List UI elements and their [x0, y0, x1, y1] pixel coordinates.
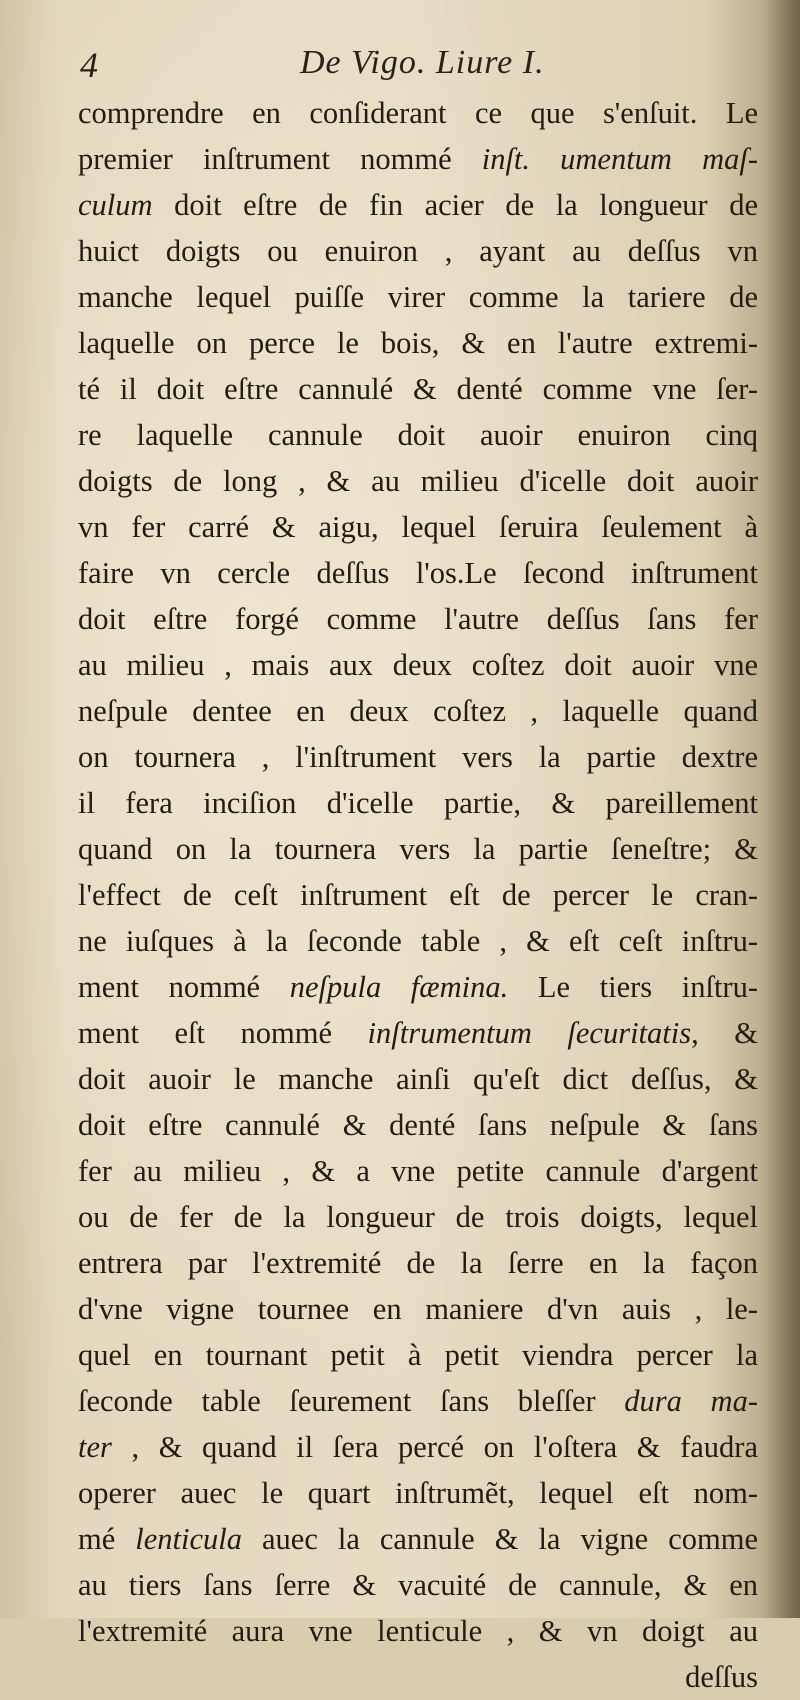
- text-segment: laquelle on perce le bois, & en l'autre extremi-: [78, 326, 758, 360]
- italic-text: ter: [78, 1430, 112, 1464]
- text-line: [78, 688, 758, 734]
- text-segment: doit eſtre cannulé & denté ſans neſpule & ſans: [78, 1108, 758, 1142]
- catchword: deſſus: [685, 1660, 758, 1694]
- page-edge-shadow: [760, 0, 800, 1618]
- text-line: [78, 596, 758, 642]
- text-line: [78, 1056, 758, 1102]
- text-segment: comprendre en conſiderant ce que s'enſuit. Le: [78, 96, 758, 130]
- text-line: [78, 1010, 758, 1056]
- text-segment: l'effect de ceſt inſtrument eſt de percer le cran-: [78, 878, 758, 912]
- text-segment: ment eſt nommé: [78, 1016, 368, 1050]
- text-segment: ment nommé: [78, 970, 290, 1004]
- text-segment: on tournera , l'inſtrument vers la partie dextre: [78, 740, 758, 774]
- italic-text: neſpula fæmina.: [289, 970, 509, 1004]
- italic-text: dura ma-: [624, 1384, 758, 1418]
- text-line: [78, 642, 758, 688]
- text-segment: Le tiers inſtru-: [508, 970, 758, 1004]
- text-segment: ne iuſques à la ſeconde table , & eſt ceſt inſtru-: [78, 924, 758, 958]
- text-segment: re laquelle cannule doit auoir enuiron cinq: [78, 418, 758, 452]
- text-segment: ou de fer de la longueur de trois doigts, lequel: [78, 1200, 758, 1234]
- text-line: [78, 872, 758, 918]
- text-segment: manche lequel puiſſe virer comme la tariere de: [78, 280, 758, 314]
- text-line: [78, 504, 758, 550]
- text-line: [78, 1332, 758, 1378]
- text-line: [78, 1148, 758, 1194]
- text-line: [78, 1562, 758, 1608]
- text-segment: doigts de long , & au milieu d'icelle doit auoir: [78, 464, 758, 498]
- text-segment: , & quand il ſera percé on l'oſtera & faudra: [111, 1430, 758, 1464]
- text-segment: entrera par l'extremité de la ſerre en la façon: [78, 1246, 758, 1280]
- text-segment: il fera inciſion d'icelle partie, & pareillement: [78, 786, 758, 820]
- text-segment: té il doit eſtre cannulé & denté comme vne ſer-: [78, 372, 758, 406]
- text-line: [78, 366, 758, 412]
- text-segment: premier inſtrument nommé: [78, 142, 482, 176]
- text-line: [78, 1516, 758, 1562]
- text-segment: d'vne vigne tournee en maniere d'vn auis , le-: [78, 1292, 758, 1326]
- text-segment: doit auoir le manche ainſi qu'eſt dict deſſus, &: [78, 1062, 758, 1096]
- text-segment: doit eſtre forgé comme l'autre deſſus ſans fer: [78, 602, 758, 636]
- text-line: [78, 1286, 758, 1332]
- italic-text: culum: [78, 188, 153, 222]
- text-line: [78, 90, 758, 136]
- page-number: 4: [80, 45, 98, 85]
- text-line: [78, 1470, 758, 1516]
- text-segment: l'extremité aura vne lenticule , & vn doigt au: [78, 1614, 758, 1648]
- text-line: [78, 1194, 758, 1240]
- text-segment: auec la cannule & la vigne comme: [242, 1522, 758, 1556]
- text-line: [78, 182, 758, 228]
- text-segment: mé: [78, 1522, 136, 1556]
- text-line: [78, 274, 758, 320]
- text-line: [78, 918, 758, 964]
- text-line: [78, 734, 758, 780]
- text-line: [78, 550, 758, 596]
- text-line: [78, 412, 758, 458]
- text-line: [78, 320, 758, 366]
- text-segment: vn fer carré & aigu, lequel ſeruira ſeulement à: [78, 510, 758, 544]
- italic-text: lenticula: [135, 1522, 242, 1556]
- text-line: [78, 1424, 758, 1470]
- text-line: [78, 1102, 758, 1148]
- text-segment: huict doigts ou enuiron , ayant au deſſus vn: [78, 234, 758, 268]
- text-segment: neſpule dentee en deux coſtez , laquelle quand: [78, 694, 758, 728]
- text-segment: fer au milieu , & a vne petite cannule d'argent: [78, 1154, 758, 1188]
- text-line: [78, 1378, 758, 1424]
- text-segment: quel en tournant petit à petit viendra percer la: [78, 1338, 758, 1372]
- text-line: [78, 780, 758, 826]
- text-line: [78, 826, 758, 872]
- text-segment: faire vn cercle deſſus l'os.Le ſecond inſtrument: [78, 556, 758, 590]
- text-line: [78, 964, 758, 1010]
- text-segment: doit eſtre de fin acier de la longueur de: [152, 188, 758, 222]
- text-segment: ſeconde table ſeurement ſans bleſſer: [78, 1384, 625, 1418]
- text-line: [78, 1240, 758, 1286]
- italic-text: inſtrumentum ſecuritatis: [367, 1016, 692, 1050]
- text-segment: , &: [691, 1016, 758, 1050]
- text-segment: quand on la tournera vers la partie ſeneſtre; &: [78, 832, 758, 866]
- body-text: [78, 90, 758, 1700]
- text-segment: au tiers ſans ſerre & vacuité de cannule, & en: [78, 1568, 758, 1602]
- text-segment: au milieu , mais aux deux coſtez doit auoir vne: [78, 648, 758, 682]
- text-line: [78, 1608, 758, 1654]
- text-line: [78, 458, 758, 504]
- text-line: [78, 228, 758, 274]
- text-segment: operer auec le quart inſtrumẽt, lequel eſt nom-: [78, 1476, 758, 1510]
- italic-text: inſt. umentum maſ-: [481, 142, 758, 176]
- running-head: De Vigo. Liure I.: [300, 44, 545, 81]
- page-header: [80, 44, 730, 84]
- text-line: [78, 136, 758, 182]
